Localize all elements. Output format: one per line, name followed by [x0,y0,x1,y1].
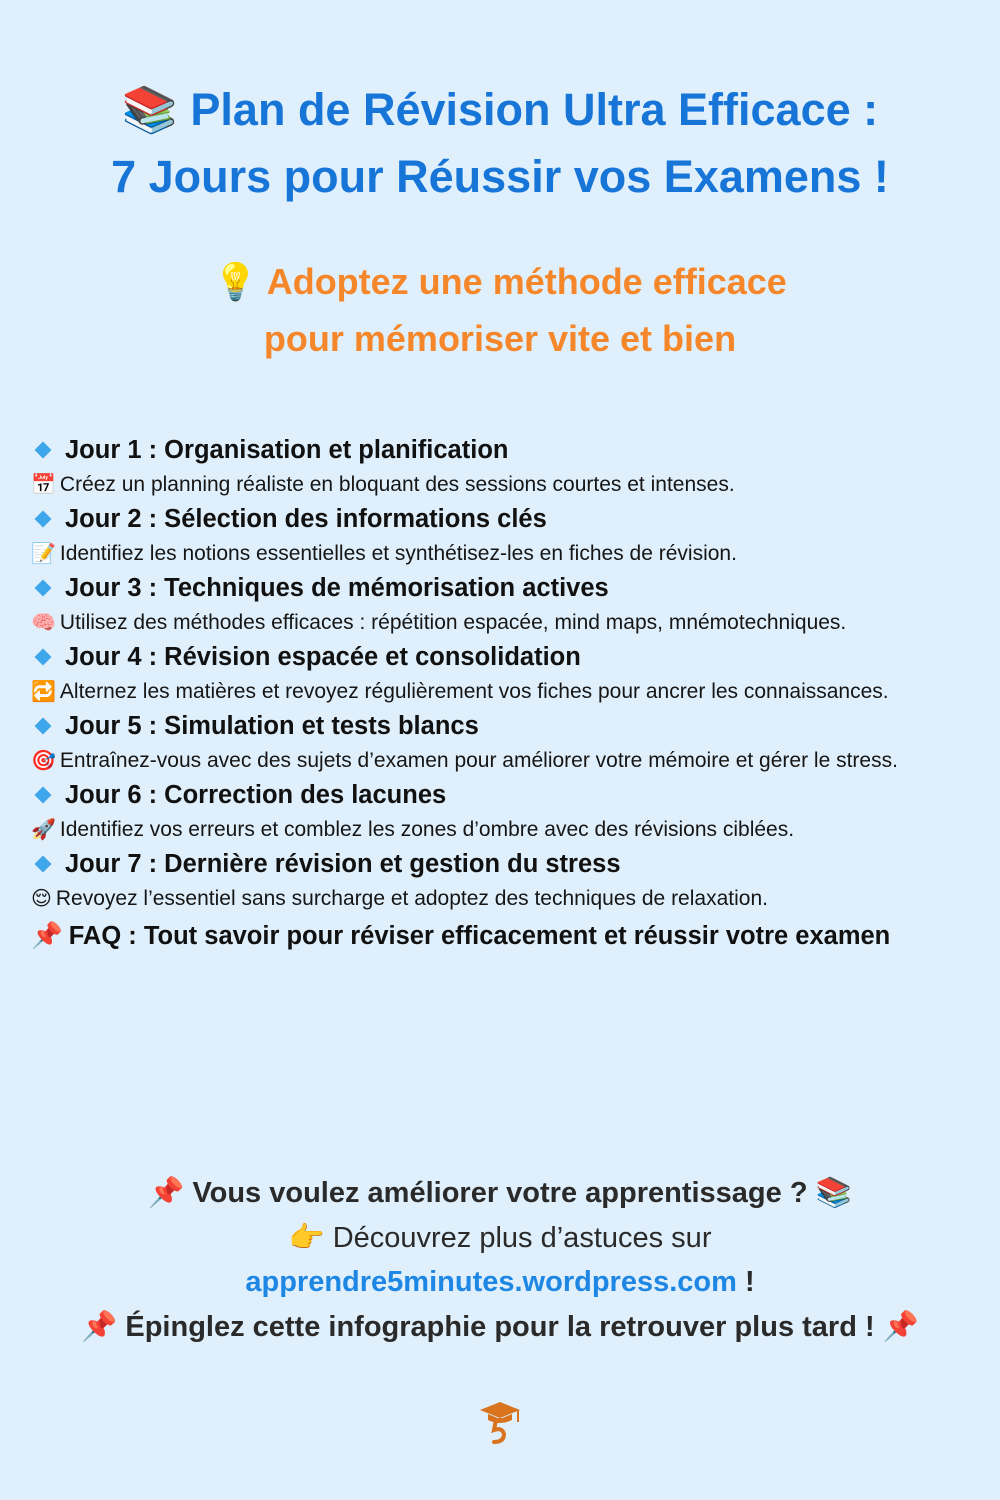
title-line-1 [0,76,1000,143]
day-title-7 [31,846,976,882]
books-icon: 📚 [121,83,178,136]
books-icon: 📚 [815,1175,852,1209]
day-description-1 [31,468,976,501]
memo-icon: 📝 [31,541,56,565]
title-line-2: 7 Jours pour Réussir vos Examens ! [111,151,889,202]
day-description-4 [31,675,976,708]
day-description-text: Créez un planning réaliste en bloquant des sessions courtes et intenses. [59,473,735,496]
day-title-text: Jour 6 : Correction des lacunes [65,781,447,809]
lightbulb-icon: 💡 [213,262,259,303]
day-title-text: Jour 7 : Dernière révision et gestion du stress [65,850,621,878]
page-title [0,76,1000,210]
pin-icon: 📌 [31,921,63,951]
blue-diamond-icon [35,442,52,459]
blue-diamond-icon [35,718,52,735]
day-description-text: Revoyez l’essentiel sans surcharge et adoptez des techniques de relaxation. [55,887,768,910]
day-description-3 [31,606,976,639]
day-title-text: Jour 2 : Sélection des informations clés [65,505,547,533]
brain-icon: 🧠 [31,610,56,634]
blue-diamond-icon [35,580,52,597]
footer-discover: Découvrez plus d’astuces sur [332,1222,712,1254]
subtitle-line-2: pour mémoriser vite et bien [263,318,737,359]
footer-line-1 [0,1170,1000,1215]
rocket-icon: 🚀 [31,817,56,841]
footer-line-2 [0,1215,1000,1260]
title-text-1: Plan de Révision Ultra Efficace : [190,84,879,135]
target-icon: 🎯 [31,748,56,772]
days-list [31,432,976,956]
footer-question: Vous voulez améliorer votre apprentissage ? [192,1177,808,1209]
calendar-icon: 📅 [31,472,56,496]
blue-diamond-icon [35,511,52,528]
day-description-7 [31,882,976,915]
footer-line-3 [0,1260,1000,1304]
day-description-text: Entraînez-vous avec des sujets d’examen pour améliorer votre mémoire et gérer le stress. [59,749,898,772]
website-link[interactable]: apprendre5minutes.wordpress.com [245,1266,737,1298]
day-title-5 [31,708,976,744]
day-description-text: Identifiez vos erreurs et comblez les zones d’ombre avec des révisions ciblées. [59,818,795,841]
day-title-text: Jour 3 : Techniques de mémorisation actives [65,574,609,602]
day-title-text: Jour 1 : Organisation et planification [65,436,509,464]
subtitle-text-1: Adoptez une méthode efficace [266,261,787,302]
footer-pin-text: Épinglez cette infographie pour la retrouver plus tard ! [125,1311,875,1343]
day-description-text: Utilisez des méthodes efficaces : répétition espacée, mind maps, mnémotechniques. [59,611,847,634]
subtitle [0,254,1000,367]
link-suffix: ! [744,1266,755,1298]
graduation-cap-logo-icon [474,1396,526,1448]
subtitle-line-1 [0,254,1000,311]
blue-diamond-icon [35,649,52,666]
pin-icon: 📌 [882,1309,919,1343]
blue-diamond-icon [35,787,52,804]
day-title-text: Jour 5 : Simulation et tests blancs [65,712,479,740]
footer-line-4 [0,1304,1000,1349]
footer [0,1170,1000,1349]
day-description-2 [31,537,976,570]
day-title-4 [31,639,976,675]
pin-icon: 📌 [148,1175,185,1209]
day-title-6 [31,777,976,813]
faq-text: FAQ : Tout savoir pour réviser efficacement et réussir votre examen [68,922,891,950]
day-title-1 [31,432,976,468]
day-description-5 [31,744,976,777]
relieved-face-icon: 😌 [31,886,52,910]
day-title-text: Jour 4 : Révision espacée et consolidation [65,643,581,671]
day-description-6 [31,813,976,846]
faq-line [31,916,976,956]
pin-icon: 📌 [81,1309,118,1343]
pointing-hand-icon: 👉 [288,1220,325,1254]
day-description-text: Identifiez les notions essentielles et synthétisez-les en fiches de révision. [59,542,737,565]
day-title-3 [31,570,976,606]
blue-diamond-icon [35,856,52,873]
day-description-text: Alternez les matières et revoyez régulièrement vos fiches pour ancrer les connaissances. [59,680,889,703]
day-title-2 [31,501,976,537]
repeat-icon: 🔁 [31,679,56,703]
